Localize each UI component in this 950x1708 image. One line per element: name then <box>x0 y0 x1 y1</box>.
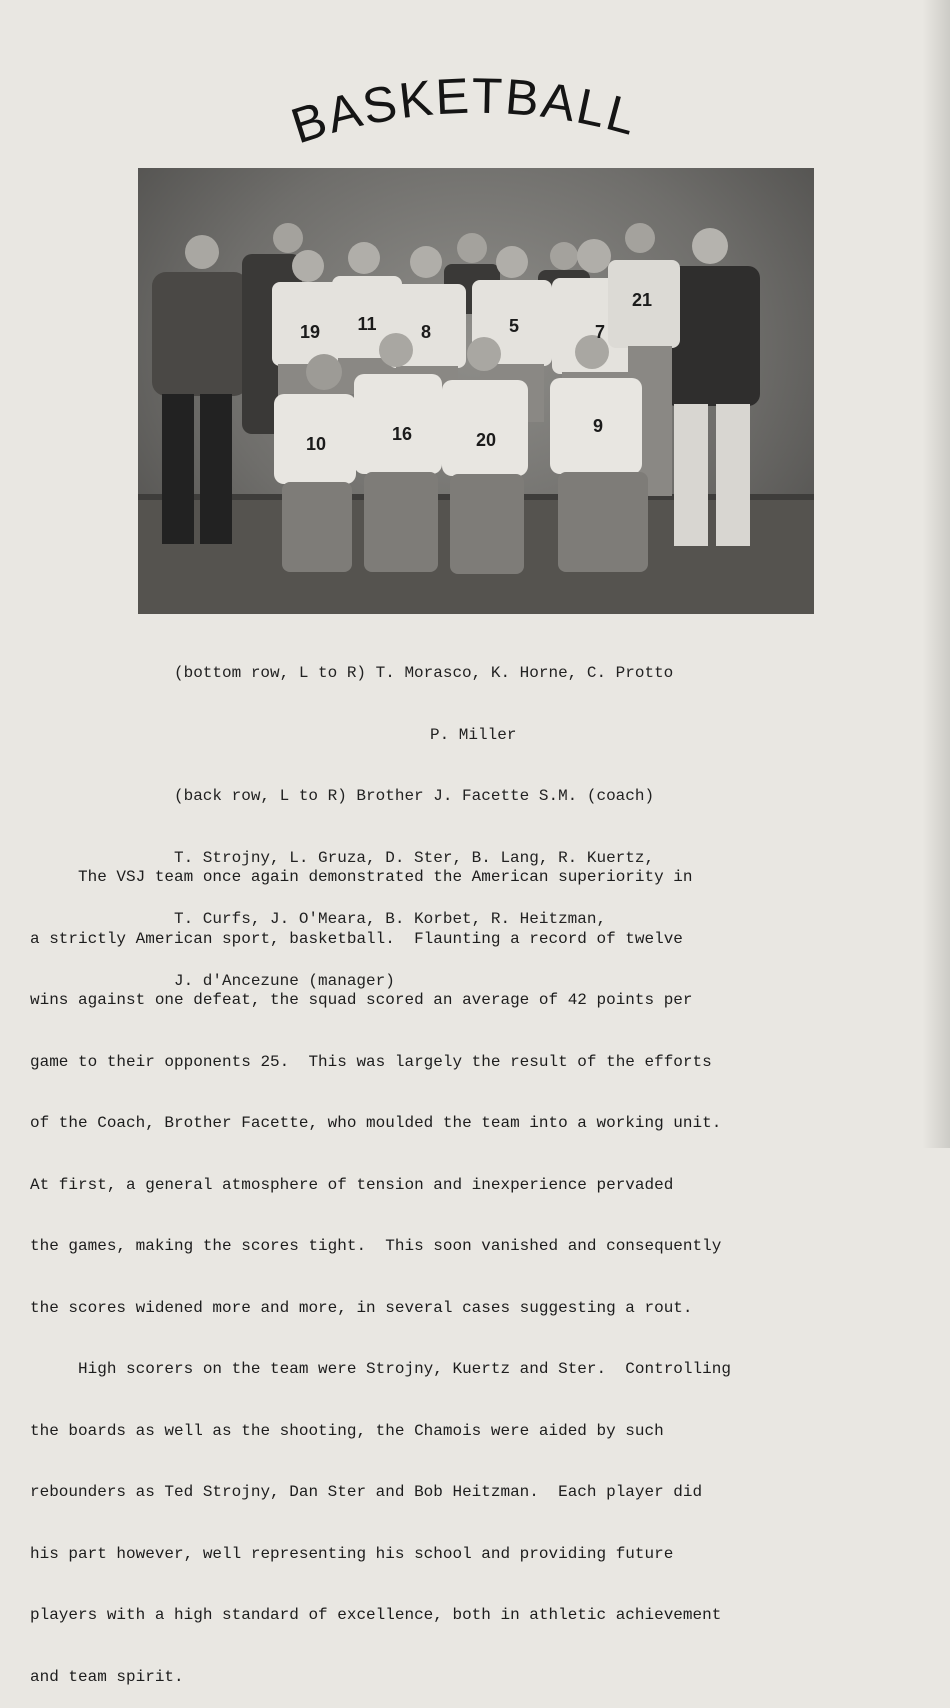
jersey-number: 10 <box>305 434 327 454</box>
body-line: the games, making the scores tight. This soon vanished and consequently <box>30 1237 722 1255</box>
caption-line: T. Curfs, J. O'Meara, B. Korbet, R. Heitzman, <box>174 910 607 928</box>
caption-line: P. Miller <box>430 725 517 744</box>
jersey-number: 11 <box>357 314 377 334</box>
body-line: a strictly American sport, basketball. Flaunting a record of twelve <box>30 929 683 948</box>
team-photo-illustration <box>138 168 814 614</box>
body-line: rebounders as Ted Strojny, Dan Ster and Bob Heitzman. Each player did <box>30 1483 703 1501</box>
jersey-number: 21 <box>631 290 653 310</box>
jersey-number: 9 <box>592 416 604 436</box>
caption-line: (back row, L to R) Brother J. Facette S.M. (coach) <box>174 787 655 805</box>
caption-line: T. Strojny, L. Gruza, D. Ster, B. Lang, R. Kuertz, <box>174 848 655 867</box>
title-text <box>285 68 644 155</box>
team-photo <box>138 168 814 614</box>
body-line: the boards as well as the shooting, the Chamois were aided by such <box>30 1421 664 1440</box>
caption-line: (bottom row, L to R) T. Morasco, K. Horne, C. Protto <box>174 664 674 682</box>
body-line: his part however, well representing his school and providing future <box>30 1544 674 1563</box>
arched-title-svg <box>0 40 950 180</box>
caption-line: J. d'Ancezune (manager) <box>174 971 395 990</box>
body-line: players with a high standard of excellence, both in athletic achievement <box>30 1606 722 1624</box>
jersey-number: 5 <box>508 316 520 336</box>
body-line: the scores widened more and more, in several cases suggesting a rout. <box>30 1298 693 1317</box>
jersey-number: 19 <box>299 322 321 342</box>
jersey-number: 8 <box>420 322 432 342</box>
jersey-number: 16 <box>391 424 413 444</box>
body-line: and team spirit. <box>30 1667 184 1686</box>
body-line: of the Coach, Brother Facette, who moulded the team into a working unit. <box>30 1114 722 1132</box>
title-textpath: BASKETBALL <box>284 67 644 155</box>
body-line: High scorers on the team were Strojny, Kuertz and Ster. Controlling <box>30 1360 731 1378</box>
jersey-number: 20 <box>475 430 497 450</box>
body-line: game to their opponents 25. This was largely the result of the efforts <box>30 1052 712 1071</box>
body-line: At first, a general atmosphere of tension and inexperience pervaded <box>30 1175 674 1194</box>
body-line: The VSJ team once again demonstrated the American superiority in <box>30 868 693 886</box>
page-title <box>0 40 950 180</box>
body-line: wins against one defeat, the squad scored an average of 42 points per <box>30 991 693 1009</box>
jersey-number: 7 <box>594 322 606 342</box>
article-body <box>30 826 930 1708</box>
